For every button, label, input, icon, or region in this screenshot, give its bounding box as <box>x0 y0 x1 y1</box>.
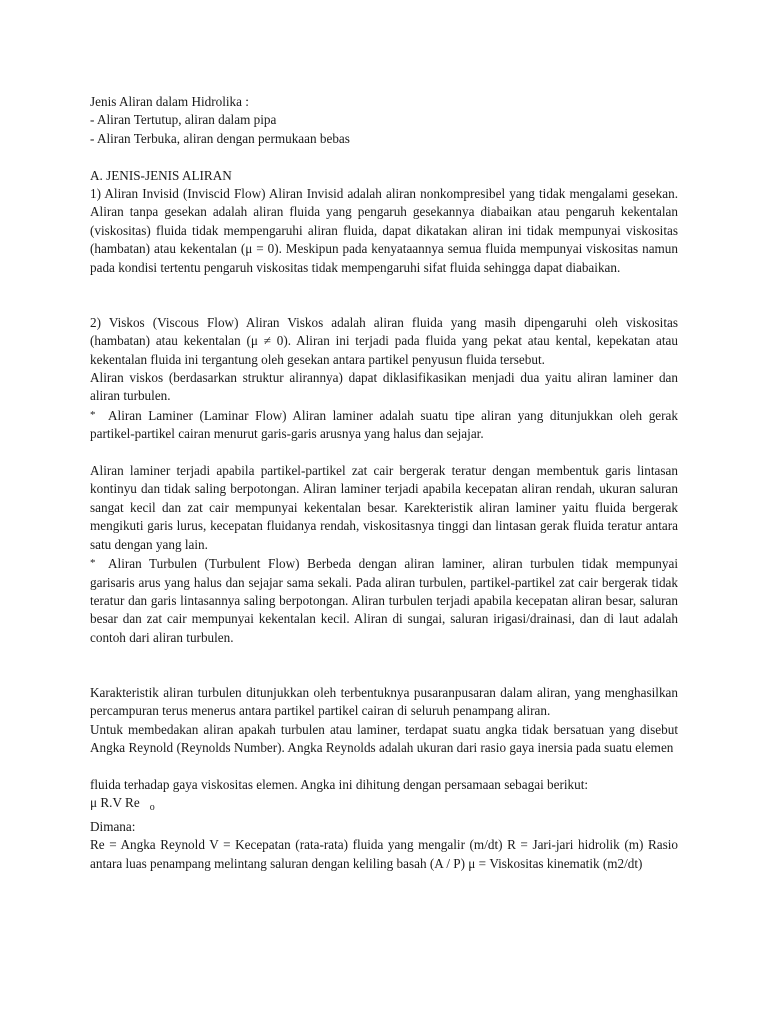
paragraph-variable-definitions: Re = Angka Reynold V = Kecepatan (rata-rata) fluida yang mengalir (m/dt) R = Jari-jari hidrolik (m) Rasio antara luas penampang melintang saluran dengan keliling basah (A / P) μ = Viskositas kinematik (m2/dt) <box>90 837 678 871</box>
document-page <box>90 93 678 873</box>
paragraph-laminar-detail: Aliran laminer terjadi apabila partikel-partikel zat cair bergerak teratur dengan membentuk garis lintasan kontinyu dan tidak saling berpotongan. Aliran laminer terjadi apabila kecepatan aliran rendah, ukuran saluran sangat kecil dan zat cair mempunyai kekentalan besar. Karekteristik aliran laminer yaitu fluida bergerak mengikuti garis lurus, kecepatan fluidanya rendah, viskositasnya tinggi dan lintasan gerak fluida teratur antara satu dengan yang lain. <box>90 463 678 552</box>
paragraph-reynolds-equation-intro: fluida terhadap gaya viskositas elemen. Angka ini dihitung dengan persamaan sebagai berikut: <box>90 776 589 792</box>
paragraph-turbulent-characteristics: Karakteristik aliran turbulen ditunjukkan oleh terbentuknya pusaranpusaran dalam aliran, yang menghasilkan percampuran terus menerus antara partikel partikel cairan di seluruh penampang aliran. <box>90 684 678 719</box>
heading-title: Jenis Aliran dalam Hidrolika : <box>90 94 249 109</box>
bullet-star-icon: * <box>90 408 96 421</box>
bullet-star-icon: * <box>90 557 96 570</box>
bullet-turbulent-flow <box>90 554 678 647</box>
paragraph-viscous-classification: Aliran viskos (berdasarkan struktur alirannya) dapat diklasifikasikan menjadi dua yaitu aliran laminer dan aliran turbulen. <box>90 370 678 404</box>
bullet-turbulent-text: Aliran Turbulen (Turbulent Flow) Berbeda dengan aliran laminer, aliran turbulen tidak mempunyai garisaris arus yang halus dan sejajar sama sekali. Pada aliran turbulen, partikel-partikel zat cair bergerak tidak teratur dan garis lintasannya saling berpotongan. Aliran turbulen terjadi apabila kecepatan aliran besar, saluran besar dan zat cair mempunyai kekentalan kecil. Aliran di sungai, saluran irigasi/drainasi, dan di laut adalah contoh dari aliran turbulen. <box>90 556 678 645</box>
bullet-laminar-flow <box>90 406 678 444</box>
paragraph-reynolds-number: Untuk membedakan aliran apakah turbulen atau laminer, terdapat suatu angka tidak bersatuan yang disebut Angka Reynold (Reynolds Number). Angka Reynolds adalah ukuran dari rasio gaya inersia pada suatu elemen <box>90 721 678 756</box>
heading-item-closed: - Aliran Tertutup, aliran dalam pipa <box>90 112 277 128</box>
section-a-title: A. JENIS-JENIS ALIRAN <box>90 167 232 183</box>
formula-mark: ο <box>149 802 155 814</box>
heading-item-open: - Aliran Terbuka, aliran dengan permukaan bebas <box>90 130 350 146</box>
paragraph-viscous-flow: 2) Viskos (Viscous Flow) Aliran Viskos adalah aliran fluida yang masih dipengaruhi oleh viskositas (hambatan) atau kekentalan (μ ≠ 0). Aliran ini terjadi pada fluida yang pekat atau kental, kepekatan atau kekentalan fluida ini tergantung oleh gesekan antara partikel penyusun fluida tersebut. <box>90 314 678 367</box>
formula-text: μ R.V Re <box>90 795 140 811</box>
paragraph-inviscid-flow: 1) Aliran Invisid (Inviscid Flow) Aliran Invisid adalah aliran nonkompresibel yang tidak mengalami gesekan. Aliran tanpa gesekan adalah aliran fluida yang pengaruh gesekannya diabaikan atau pengaruh kekentalan (viskositas) fluida tidak mempengaruhi aliran fluida, dapat dikatakan aliran ini tidak mempunyai viskositas (hambatan) atau kekentalan (μ = 0). Meskipun pada kenyataannya semua fluida mempunyai viskositas namun pada kondisi tertentu pengaruh viskositas tidak mempengaruhi sifat fluida sehingga dapat diabaikan. <box>90 186 678 275</box>
bullet-laminar-text: Aliran Laminer (Laminar Flow) Aliran laminer adalah suatu tipe aliran yang ditunjukkan oleh gerak partikel-partikel cairan menurut garis-garis arusnya yang halus dan sejajar. <box>90 407 678 442</box>
formula-line <box>90 794 678 817</box>
dimana-label: Dimana: <box>90 818 136 834</box>
